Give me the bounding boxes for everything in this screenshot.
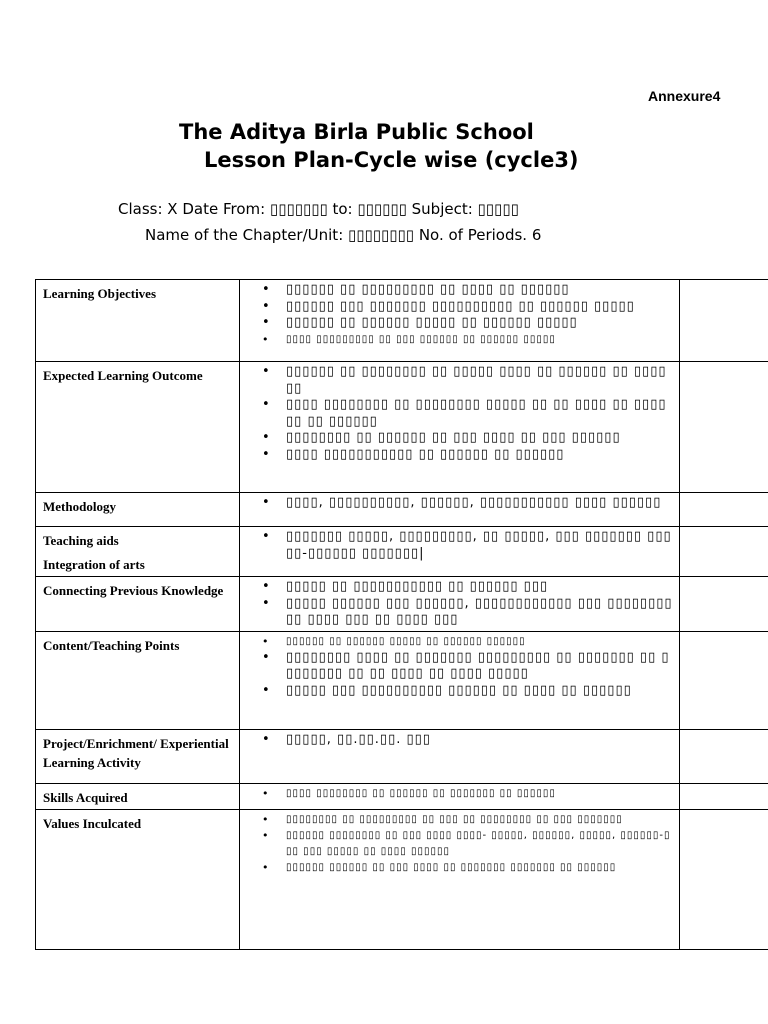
row-content-cell (240, 631, 680, 729)
row-label-cell (36, 493, 240, 527)
row-extra-cell (680, 729, 768, 783)
row-label: Project/Enrichment/ Experiential Learning Activity (43, 735, 229, 770)
bullet-item: • ▯▯▯▯▯▯ ▯▯ ▯▯▯▯▯▯▯▯ ▯▯ ▯▯▯▯▯ ▯▯▯▯ ▯▯ ▯▯▯▯▯▯ ▯▯ ▯▯▯▯▯▯ (258, 364, 673, 397)
row-extra-cell (680, 577, 768, 632)
row-label-cell (36, 809, 240, 949)
row-extra-cell (680, 493, 768, 527)
bullet-list (258, 364, 673, 463)
bullet-list (258, 495, 673, 512)
row-label-cell (36, 729, 240, 783)
bullet-list (258, 634, 673, 700)
bullet-list (258, 732, 673, 749)
class-date-subject-line: Class: X Date From: ▯▯▯▯▯▯▯ to: ▯▯▯▯▯▯ Subject: ▯▯▯▯▯ (118, 200, 519, 218)
plan-row (36, 783, 768, 809)
row-label-cell (36, 577, 240, 632)
row-content-cell (240, 809, 680, 949)
row-content-cell (240, 362, 680, 493)
plan-row (36, 809, 768, 949)
bullet-item: • ▯▯▯▯▯ ▯▯ ▯▯▯▯▯▯▯▯▯▯▯ ▯▯ ▯▯▯▯▯▯ ▯▯▯ (258, 579, 673, 596)
plan-row (36, 577, 768, 632)
bullet-item: • ▯▯▯▯ ▯▯▯▯▯▯▯▯▯▯▯ ▯▯ ▯▯▯▯▯▯ ▯▯ ▯▯▯▯▯▯ (258, 447, 673, 464)
bullet-item: • ▯▯▯▯▯▯▯ ▯▯▯▯▯, ▯▯▯▯▯▯▯▯▯, ▯▯ ▯▯▯▯▯, ▯▯▯ ▯▯▯▯▯▯▯ ▯▯▯▯▯-▯▯▯▯▯▯ ▯▯▯▯▯▯▯| (258, 529, 673, 562)
row-content-cell (240, 493, 680, 527)
plan-row (36, 280, 768, 362)
bullet-item: • ▯▯▯▯▯▯▯▯ ▯▯▯▯ ▯▯ ▯▯▯▯▯▯▯ ▯▯▯▯▯▯▯▯▯ ▯▯ ▯▯▯▯▯▯▯ ▯▯ ▯▯▯▯▯▯▯▯ ▯▯ ▯▯ ▯▯▯▯ ▯▯ ▯▯▯▯ ▯▯▯▯▯ (258, 650, 673, 683)
row-label: Expected Learning Outcome (43, 368, 203, 383)
bullet-item: • ▯▯▯▯▯▯ ▯▯▯ ▯▯▯▯▯▯▯ ▯▯▯▯▯▯▯▯▯▯ ▯▯ ▯▯▯▯▯▯ ▯▯▯▯▯ (258, 299, 673, 316)
row-extra-cell (680, 280, 768, 362)
row-label: Skills Acquired (43, 789, 128, 805)
school-title: The Aditya Birla Public School (179, 120, 534, 144)
row-label: Teaching aids (43, 533, 119, 548)
lesson-plan-table (35, 279, 768, 950)
row-content-cell (240, 729, 680, 783)
row-label-cell (36, 527, 240, 577)
chapter-periods-line: Name of the Chapter/Unit: ▯▯▯▯▯▯▯▯ No. of Periods. 6 (145, 226, 542, 244)
bullet-item: • ▯▯▯▯ ▯▯▯▯▯▯▯▯▯ ▯▯ ▯▯▯ ▯▯▯▯▯▯ ▯▯ ▯▯▯▯▯▯ ▯▯▯▯▯ (258, 332, 673, 348)
plan-row (36, 527, 768, 577)
row-extra-cell (680, 362, 768, 493)
lesson-plan-title: Lesson Plan-Cycle wise (cycle3) (204, 148, 579, 172)
bullet-list (258, 579, 673, 629)
row-extra-cell (680, 809, 768, 949)
annexure-label: Annexure4 (648, 88, 721, 104)
plan-row (36, 362, 768, 493)
bullet-list (258, 282, 673, 348)
plan-row (36, 493, 768, 527)
bullet-item: • ▯▯▯▯▯ ▯▯▯▯▯▯ ▯▯▯ ▯▯▯▯▯▯, ▯▯▯▯▯▯▯▯▯▯▯▯ ▯▯▯ ▯▯▯▯▯▯▯▯ ▯▯ ▯▯▯▯ ▯▯▯ ▯▯ ▯▯▯▯ ▯▯▯ (258, 596, 673, 629)
bullet-list (258, 529, 673, 562)
bullet-list (258, 812, 673, 876)
bullet-item: • ▯▯▯▯▯▯▯▯ ▯▯ ▯▯▯▯▯▯▯▯▯ ▯▯ ▯▯▯ ▯▯ ▯▯▯▯▯▯▯▯ ▯▯ ▯▯▯ ▯▯▯▯▯▯▯ (258, 812, 673, 828)
bullet-item: • ▯▯▯▯▯, ▯▯.▯▯.▯▯. ▯▯▯ (258, 732, 673, 749)
row-content-cell (240, 577, 680, 632)
bullet-item: • ▯▯▯▯▯▯ ▯▯ ▯▯▯▯▯▯▯▯▯ ▯▯ ▯▯▯▯ ▯▯ ▯▯▯▯▯▯ (258, 282, 673, 299)
row-content-cell (240, 280, 680, 362)
lesson-plan-table-body (36, 280, 768, 950)
row-label-cell (36, 631, 240, 729)
bullet-item: • ▯▯▯▯ ▯▯▯▯▯▯▯▯ ▯▯ ▯▯▯▯▯▯ ▯▯ ▯▯▯▯▯▯▯ ▯▯ ▯▯▯▯▯▯ (258, 786, 673, 802)
bullet-item: • ▯▯▯▯▯▯ ▯▯▯▯▯▯▯▯ ▯▯ ▯▯▯ ▯▯▯▯ ▯▯▯▯- ▯▯▯▯▯, ▯▯▯▯▯▯, ▯▯▯▯▯, ▯▯▯▯▯▯-▯▯▯ ▯▯▯ ▯▯▯▯▯ ▯▯ ▯▯▯▯ ▯▯▯▯▯▯ (258, 828, 673, 860)
plan-row (36, 631, 768, 729)
row-extra-cell (680, 783, 768, 809)
row-content-cell (240, 783, 680, 809)
row-label-cell (36, 280, 240, 362)
row-label: Integration of arts (43, 557, 145, 572)
bullet-item: • ▯▯▯▯▯▯ ▯▯ ▯▯▯▯▯▯ ▯▯▯▯▯ ▯▯ ▯▯▯▯▯▯ ▯▯▯▯▯ (258, 315, 673, 332)
bullet-item: • ▯▯▯▯▯▯▯▯ ▯▯ ▯▯▯▯▯▯ ▯▯ ▯▯▯ ▯▯▯▯ ▯▯ ▯▯▯ ▯▯▯▯▯▯ (258, 430, 673, 447)
row-extra-cell (680, 527, 768, 577)
bullet-item: • ▯▯▯▯▯▯ ▯▯▯▯▯▯ ▯▯ ▯▯▯ ▯▯▯▯ ▯▯ ▯▯▯▯▯▯▯ ▯▯▯▯▯▯▯ ▯▯ ▯▯▯▯▯▯ (258, 860, 673, 876)
row-label-cell (36, 362, 240, 493)
row-label: Content/Teaching Points (43, 637, 180, 653)
row-label: Methodology (43, 499, 116, 514)
row-label: Learning Objectives (43, 286, 157, 301)
plan-row (36, 729, 768, 783)
row-label-cell (36, 783, 240, 809)
row-label: Values Inculcated (43, 815, 142, 831)
row-content-cell (240, 527, 680, 577)
bullet-list (258, 786, 673, 802)
bullet-item: • ▯▯▯▯▯ ▯▯▯ ▯▯▯▯▯▯▯▯▯▯ ▯▯▯▯▯▯ ▯▯ ▯▯▯▯ ▯▯ ▯▯▯▯▯▯ (258, 683, 673, 700)
row-label: Connecting Previous Knowledge (43, 583, 224, 598)
bullet-item: • ▯▯▯▯▯▯ ▯▯ ▯▯▯▯▯▯ ▯▯▯▯▯ ▯▯ ▯▯▯▯▯▯ ▯▯▯▯▯▯ (258, 634, 673, 650)
bullet-item: • ▯▯▯▯ ▯▯▯▯▯▯▯▯ ▯▯ ▯▯▯▯▯▯▯▯ ▯▯▯▯▯ ▯▯ ▯▯ ▯▯▯▯ ▯▯ ▯▯▯▯▯▯ ▯▯ ▯▯▯▯▯▯ (258, 397, 673, 430)
bullet-item: • ▯▯▯▯, ▯▯▯▯▯▯▯▯▯▯, ▯▯▯▯▯▯, ▯▯▯▯▯▯▯▯▯▯▯ ▯▯▯▯ ▯▯▯▯▯▯ (258, 495, 673, 512)
row-extra-cell (680, 631, 768, 729)
